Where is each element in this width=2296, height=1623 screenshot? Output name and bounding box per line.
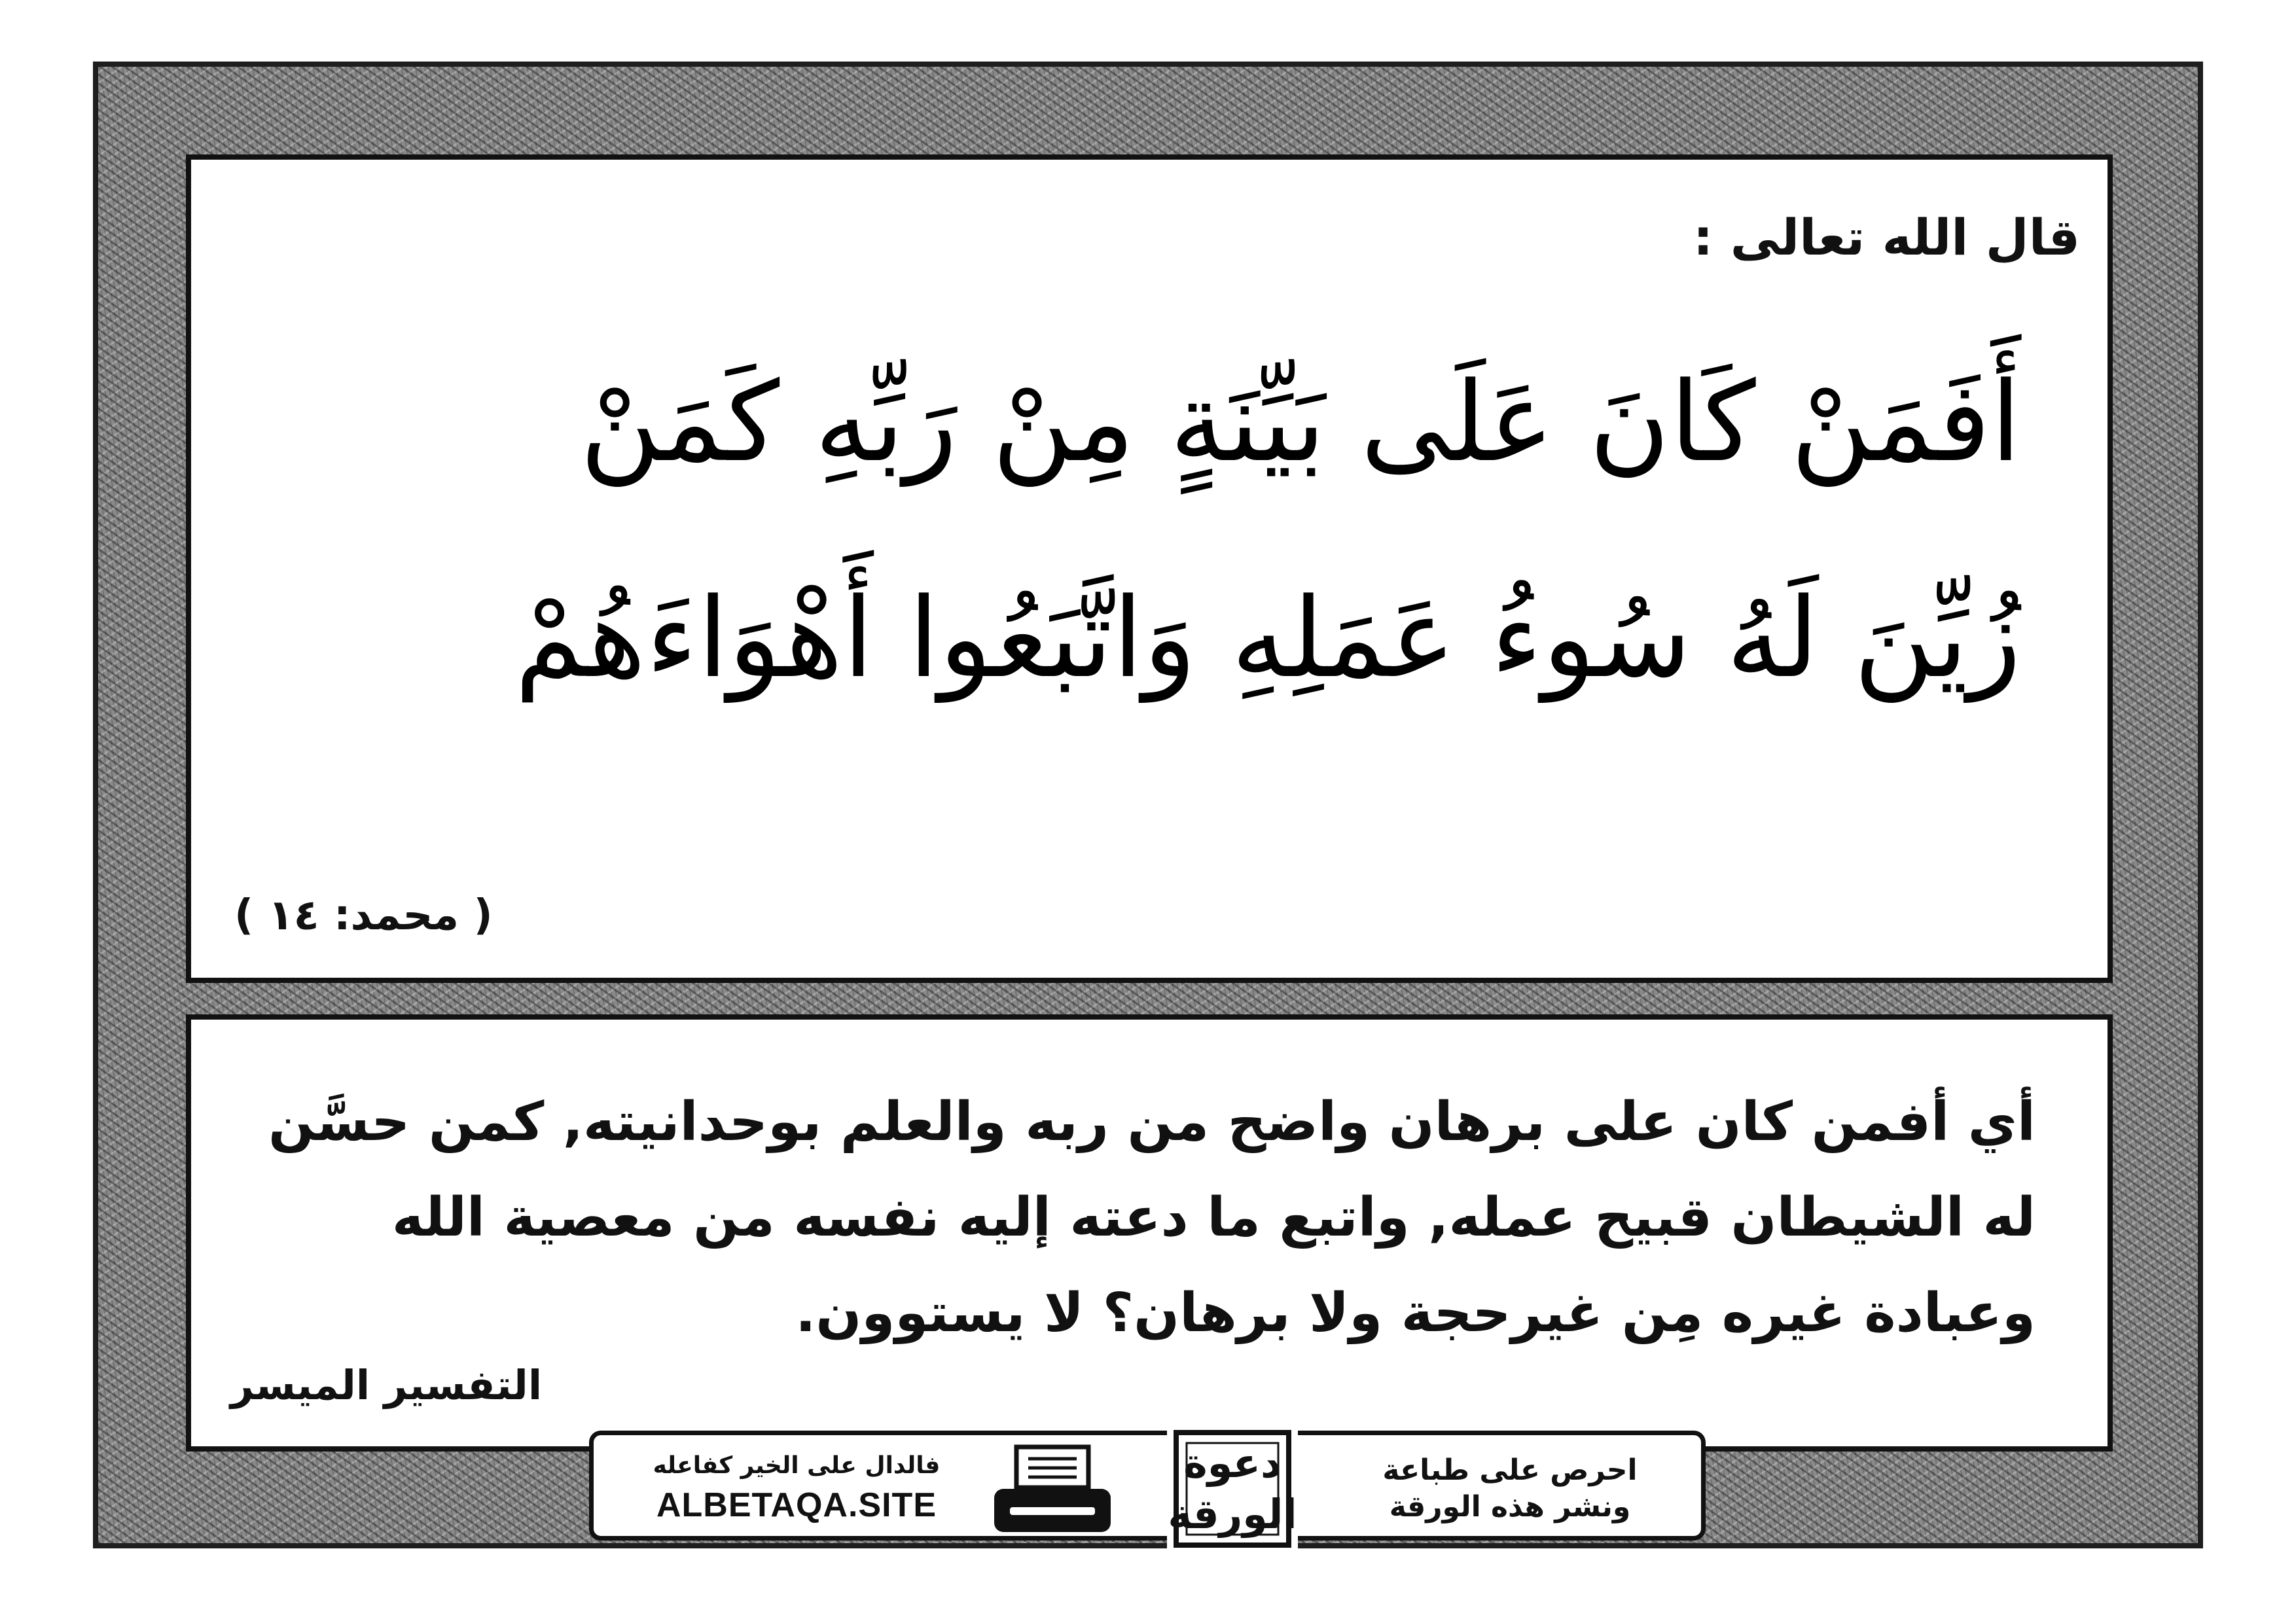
tafsir-line-2: له الشيطان قبيح عمله, واتبع ما دعته إليه نفسه من معصية الله xyxy=(391,1186,2036,1249)
verse-reference: ( محمد: ١٤ ) xyxy=(234,891,493,940)
site-link[interactable]: ALBETAQA.SITE xyxy=(656,1486,937,1524)
tafsir-line-1: أي أفمن كان على برهان واضح من ربه والعلم بوحدانيته, كمن حسَّن xyxy=(268,1091,2036,1153)
quran-verse xyxy=(280,314,2021,746)
tafsir-line-3: وعبادة غيره مِن غيرحجة ولا برهان؟ لا يستوون. xyxy=(795,1282,2036,1344)
verse-line-2: زُيِّنَ لَهُ سُوءُ عَمَلِهِ وَاتَّبَعُوا أَهْوَاءَهُمْ xyxy=(514,574,2021,702)
verse-intro: قال الله تعالى : xyxy=(1693,208,2080,266)
logo-text xyxy=(1167,1423,1298,1554)
printer-icon xyxy=(990,1444,1115,1536)
footer-slogan: فالدال على الخير كفاعله xyxy=(653,1452,941,1479)
footer-site-block xyxy=(653,1452,941,1525)
logo-line-1: دعوة xyxy=(1183,1439,1282,1487)
logo-line-2: الورقة xyxy=(1168,1490,1297,1538)
print-note-line-1: احرص على طباعة xyxy=(1382,1454,1638,1487)
print-note-line-2: ونشر هذه الورقة xyxy=(1389,1490,1631,1524)
tafsir-text xyxy=(262,1075,2036,1361)
print-note xyxy=(1353,1452,1667,1525)
tafsir-source: التفسير الميسر xyxy=(230,1361,543,1409)
footer-bar xyxy=(589,1431,1706,1541)
albetaqa-logo xyxy=(1167,1423,1298,1554)
verse-line-1: أَفَمَنْ كَانَ عَلَى بَيِّنَةٍ مِنْ رَبِّهِ كَمَنْ xyxy=(580,358,2021,486)
